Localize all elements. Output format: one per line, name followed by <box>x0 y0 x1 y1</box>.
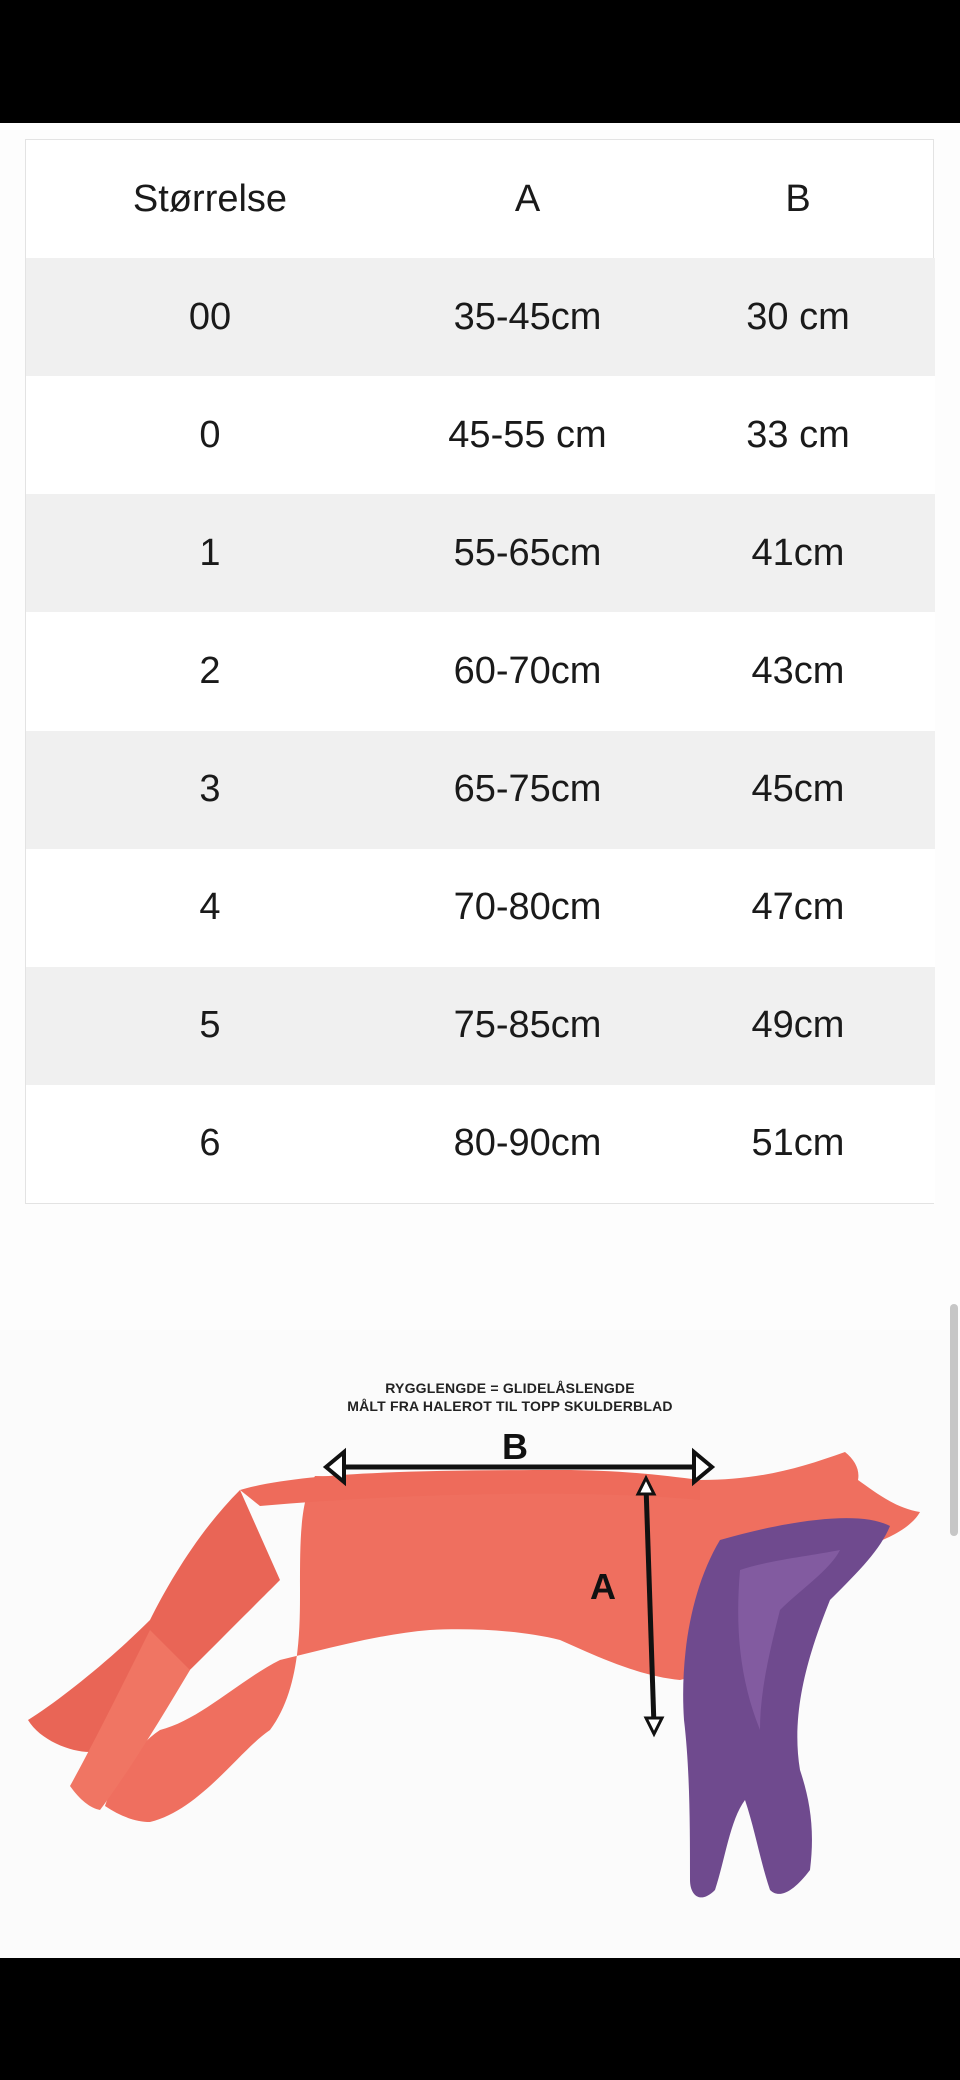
table-row <box>26 849 935 967</box>
table-row <box>26 258 935 376</box>
b-cell: 51cm <box>751 1122 845 1165</box>
b-cell: 49cm <box>751 1004 845 1047</box>
measure-label-b: B <box>502 1426 528 1467</box>
measure-label-a: A <box>590 1566 616 1607</box>
diagram-caption-line2: MÅLT FRA HALEROT TIL TOPP SKULDERBLAD <box>347 1398 673 1414</box>
status-bar <box>0 0 960 123</box>
column-header-b: B <box>785 177 811 220</box>
table-header-row <box>26 140 935 258</box>
a-cell: 80-90cm <box>453 1122 602 1165</box>
table-row <box>26 731 935 849</box>
diagram-caption-line1: RYGGLENGDE = GLIDELÅSLENGDE <box>385 1380 635 1396</box>
column-header-size: Størrelse <box>132 177 288 220</box>
column-header-a: A <box>514 177 541 220</box>
a-cell: 35-45cm <box>453 295 602 338</box>
table-row <box>26 376 935 494</box>
size-cell: 3 <box>199 768 221 811</box>
measurement-diagram <box>0 1330 960 1958</box>
size-cell: 00 <box>188 295 232 338</box>
b-cell: 47cm <box>751 886 845 929</box>
scrollbar[interactable] <box>950 1304 958 1536</box>
navigation-bar <box>0 1958 960 2080</box>
size-cell: 6 <box>199 1122 221 1165</box>
b-cell: 45cm <box>751 768 845 811</box>
b-cell: 43cm <box>751 649 845 692</box>
size-cell: 4 <box>199 886 221 929</box>
a-cell: 45-55 cm <box>448 413 607 456</box>
size-cell: 5 <box>199 1004 221 1047</box>
a-cell: 75-85cm <box>453 1004 602 1047</box>
size-cell: 1 <box>199 531 221 574</box>
arrow-b-right-head <box>694 1452 712 1482</box>
a-cell: 55-65cm <box>453 531 602 574</box>
a-cell: 70-80cm <box>453 886 602 929</box>
table-row <box>26 612 935 730</box>
size-cell: 0 <box>199 413 221 456</box>
size-chart-table <box>26 140 935 1203</box>
size-cell: 2 <box>199 649 221 692</box>
b-cell: 33 cm <box>746 413 850 456</box>
size-table <box>25 139 934 1204</box>
b-cell: 30 cm <box>746 295 850 338</box>
table-row <box>26 1085 935 1203</box>
table-row <box>26 494 935 612</box>
arrow-a-bottom-head <box>646 1718 662 1734</box>
dog-suit-illustration <box>0 1330 960 1958</box>
b-cell: 41cm <box>751 531 845 574</box>
table-row <box>26 967 935 1085</box>
a-cell: 60-70cm <box>453 649 602 692</box>
a-cell: 65-75cm <box>453 768 602 811</box>
